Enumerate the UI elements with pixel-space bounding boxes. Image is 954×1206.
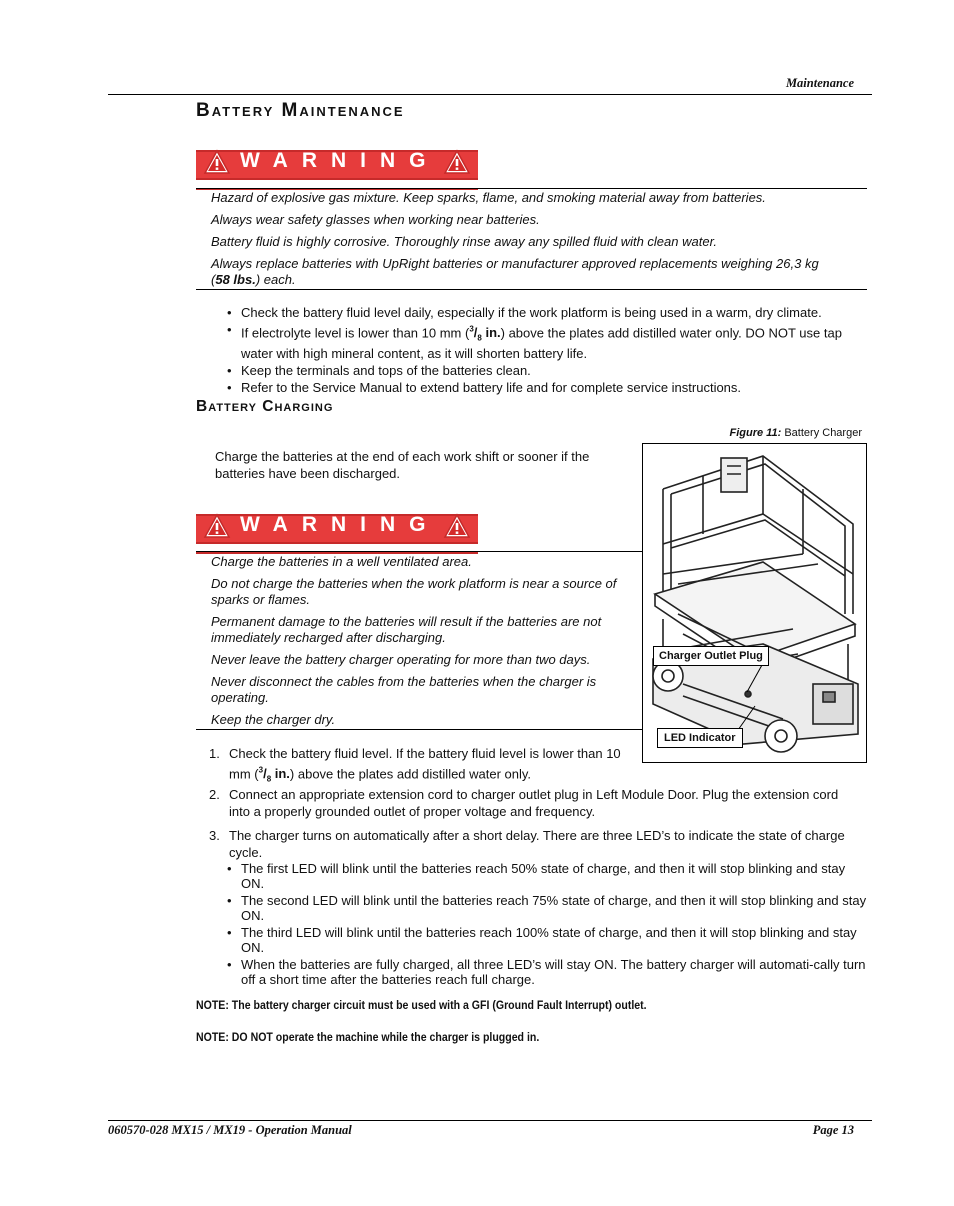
charging-warning-text <box>211 554 636 734</box>
warning-line: Hazard of explosive gas mixture. Keep sparks, flame, and smoking material away from batteries. <box>211 190 766 205</box>
warning-line: Battery fluid is highly corrosive. Thoroughly rinse away any spilled fluid with clean water. <box>211 234 718 249</box>
list-item: • If electrolyte level is lower than 10 mm ($^3/_8$ in.) above the plates add distilled water only. DO NOT use tap water with high mineral content, as it will shorten battery life. <box>225 322 865 361</box>
warning-bottom-rule <box>196 729 642 730</box>
list-item: • Refer to the Service Manual to extend battery life and for complete service instructions. <box>225 380 865 395</box>
figure-caption: Figure 11: Battery Charger <box>729 427 862 439</box>
list-item: • Check the battery fluid level daily, especially if the work platform is being used in a warm, dry climate. <box>225 305 865 320</box>
list-item: • Keep the terminals and tops of the batteries clean. <box>225 363 865 378</box>
header-rule <box>108 94 872 95</box>
list-item: • The third LED will blink until the batteries reach 100% state of charge, and then it will stop blinking and stay ON. <box>225 925 867 955</box>
warning-word: WARNING <box>240 149 440 172</box>
figure-battery-charger <box>642 443 867 763</box>
warning-word: WARNING <box>240 513 440 536</box>
warning-banner <box>196 146 478 190</box>
footer-doc-id: 060570-028 MX15 / MX19 - Operation Manual <box>108 1123 352 1137</box>
step-item: 2. Connect an appropriate extension cord to charger outlet plug in Left Module Door. Plug the extension cord into a properly grounded outlet of proper voltage and frequency. <box>209 787 839 819</box>
step-item: 1. Check the battery fluid level. If the battery fluid level is lower than 10 mm ($^3/_8$ in.) above the plates add distilled water only. <box>209 746 621 784</box>
list-item: • The first LED will blink until the batteries reach 50% state of charge, and then it will stop blinking and stay ON. <box>225 861 867 891</box>
warning-bottom-rule <box>196 289 867 290</box>
note-gfi: NOTE: The battery charger circuit must be used with a GFI (Ground Fault Interrupt) outlet. <box>196 998 647 1012</box>
warning-triangle-icon <box>203 149 231 175</box>
warning-line: Never disconnect the cables from the batteries when the charger is operating. <box>211 674 597 705</box>
warning-triangle-icon <box>443 149 471 175</box>
warning-top-rule <box>196 188 867 189</box>
scissor-lift-illustration <box>643 444 867 763</box>
warning-line: Charge the batteries in a well ventilated area. <box>211 554 472 569</box>
subsection-title: Battery Charging <box>196 398 334 415</box>
list-item: • When the batteries are fully charged, all three LED’s will stay ON. The battery charger will automati-cally turn off a short time after the batteries reach full charge. <box>225 957 867 987</box>
list-item: • The second LED will blink until the batteries reach 75% state of charge, and then it will stop blinking and stay ON. <box>225 893 867 923</box>
warning-line: Never leave the battery charger operating for more than two days. <box>211 652 591 667</box>
warning-triangle-icon <box>203 513 231 539</box>
section-title: Battery Maintenance <box>196 100 405 121</box>
callout-charger-outlet-plug: Charger Outlet Plug <box>653 646 769 666</box>
warning-text-block <box>211 190 831 294</box>
footer-rule <box>108 1120 872 1121</box>
charging-intro: Charge the batteries at the end of each work shift or sooner if the batteries have been discharged. <box>215 449 590 481</box>
charging-steps-2 <box>209 786 859 868</box>
warning-triangle-icon <box>443 513 471 539</box>
warning-top-rule <box>196 551 642 552</box>
warning-banner <box>196 510 478 554</box>
warning-line: Always wear safety glasses when working near batteries. <box>211 212 540 227</box>
note-do-not-operate: NOTE: DO NOT operate the machine while the charger is plugged in. <box>196 1030 540 1044</box>
step-item: 3. The charger turns on automatically after a short delay. There are three LED’s to indicate the state of charge cycle. <box>209 828 845 860</box>
warning-line: Always replace batteries with UpRight batteries or manufacturer approved replacements weighing 26,3 kg (58 lbs.) each. <box>211 256 819 287</box>
warning-line: Permanent damage to the batteries will result if the batteries are not immediately recharged after discharging. <box>211 614 602 645</box>
warning-line: Do not charge the batteries when the work platform is near a source of sparks or flames. <box>211 576 617 607</box>
led-list <box>225 861 867 989</box>
warning-line: Keep the charger dry. <box>211 712 336 727</box>
callout-led-indicator: LED Indicator <box>657 728 743 748</box>
running-header: Maintenance <box>785 76 854 90</box>
page-number: Page 13 <box>812 1123 854 1137</box>
maintenance-list <box>225 305 865 397</box>
